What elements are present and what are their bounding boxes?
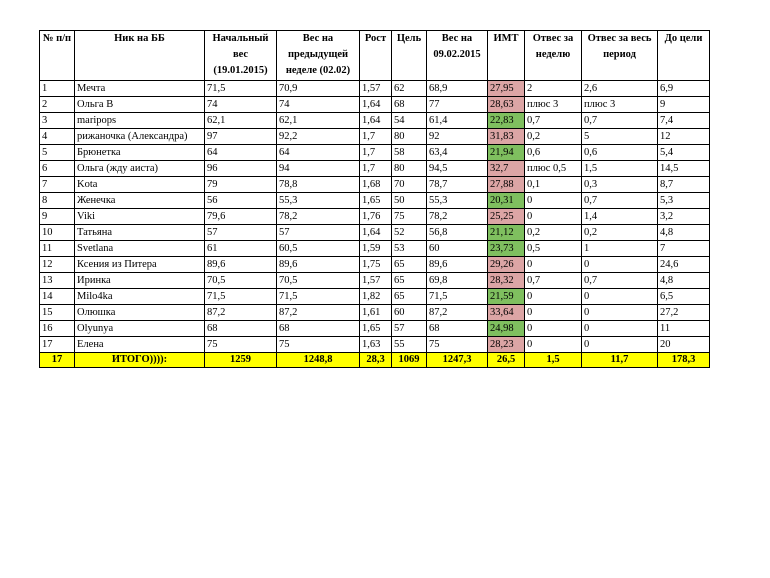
table-row bbox=[40, 225, 710, 241]
cell-bmi[interactable]: 21,94 bbox=[488, 145, 525, 161]
header-prev-weight[interactable]: Вес на предыдущей неделе (02.02) bbox=[277, 31, 360, 81]
cell-to-goal[interactable]: 8,7 bbox=[658, 177, 710, 193]
cell-goal[interactable]: 70 bbox=[392, 177, 427, 193]
cell-prev-weight[interactable]: 64 bbox=[277, 145, 360, 161]
cell-goal[interactable]: 50 bbox=[392, 193, 427, 209]
cell-loss-week[interactable]: 0,5 bbox=[525, 241, 582, 257]
cell-loss-total[interactable]: 1 bbox=[582, 241, 658, 257]
cell-nick[interactable]: Женечка bbox=[75, 193, 205, 209]
cell-current-weight[interactable]: 87,2 bbox=[427, 305, 488, 321]
cell-nick[interactable]: Olyunya bbox=[75, 321, 205, 337]
cell-current-weight[interactable]: 92 bbox=[427, 129, 488, 145]
cell-loss-total[interactable]: 0,7 bbox=[582, 193, 658, 209]
cell-goal[interactable]: 80 bbox=[392, 129, 427, 145]
cell-loss-total[interactable]: 0 bbox=[582, 305, 658, 321]
table-row bbox=[40, 241, 710, 257]
cell-nick[interactable]: Ольга (жду аиста) bbox=[75, 161, 205, 177]
cell-start-weight[interactable]: 79,6 bbox=[205, 209, 277, 225]
cell-bmi[interactable]: 28,23 bbox=[488, 337, 525, 353]
cell-loss-week[interactable]: 0,2 bbox=[525, 129, 582, 145]
cell-prev-weight[interactable]: 57 bbox=[277, 225, 360, 241]
total-label[interactable]: ИТОГО)))): bbox=[75, 353, 205, 368]
cell-to-goal[interactable]: 6,5 bbox=[658, 289, 710, 305]
cell-nick[interactable]: Viki bbox=[75, 209, 205, 225]
total-goal[interactable]: 1069 bbox=[392, 353, 427, 368]
cell-bmi[interactable]: 27,95 bbox=[488, 81, 525, 97]
cell-loss-week[interactable]: 0 bbox=[525, 289, 582, 305]
cell-loss-total[interactable]: 0 bbox=[582, 321, 658, 337]
table-row bbox=[40, 337, 710, 353]
cell-start-weight[interactable]: 68 bbox=[205, 321, 277, 337]
cell-start-weight[interactable]: 70,5 bbox=[205, 273, 277, 289]
cell-goal[interactable]: 60 bbox=[392, 305, 427, 321]
cell-loss-week[interactable]: 0 bbox=[525, 193, 582, 209]
cell-nick[interactable]: Svetlana bbox=[75, 241, 205, 257]
cell-loss-week[interactable]: 0 bbox=[525, 209, 582, 225]
header-loss-week[interactable]: Отвес за неделю bbox=[525, 31, 582, 81]
cell-loss-week[interactable]: 0 bbox=[525, 337, 582, 353]
cell-bmi[interactable]: 29,26 bbox=[488, 257, 525, 273]
cell-bmi[interactable]: 27,88 bbox=[488, 177, 525, 193]
cell-goal[interactable]: 80 bbox=[392, 161, 427, 177]
table-row bbox=[40, 161, 710, 177]
cell-height[interactable]: 1,68 bbox=[360, 177, 392, 193]
cell-loss-week[interactable]: 0 bbox=[525, 257, 582, 273]
total-height[interactable]: 28,3 bbox=[360, 353, 392, 368]
cell-prev-weight[interactable]: 55,3 bbox=[277, 193, 360, 209]
cell-to-goal[interactable]: 4,8 bbox=[658, 273, 710, 289]
cell-prev-weight[interactable]: 78,2 bbox=[277, 209, 360, 225]
cell-to-goal[interactable]: 20 bbox=[658, 337, 710, 353]
cell-loss-week[interactable]: 0,6 bbox=[525, 145, 582, 161]
cell-bmi[interactable]: 24,98 bbox=[488, 321, 525, 337]
cell-to-goal[interactable]: 3,2 bbox=[658, 209, 710, 225]
cell-height[interactable]: 1,7 bbox=[360, 129, 392, 145]
cell-goal[interactable]: 68 bbox=[392, 97, 427, 113]
header-current-weight[interactable]: Вес на 09.02.2015 bbox=[427, 31, 488, 81]
total-to-goal[interactable]: 178,3 bbox=[658, 353, 710, 368]
cell-loss-week[interactable]: 0 bbox=[525, 321, 582, 337]
cell-num[interactable]: 8 bbox=[40, 193, 75, 209]
cell-height[interactable]: 1,57 bbox=[360, 81, 392, 97]
header-start-weight[interactable]: Начальный вес (19.01.2015) bbox=[205, 31, 277, 81]
cell-num[interactable]: 7 bbox=[40, 177, 75, 193]
cell-height[interactable]: 1,57 bbox=[360, 273, 392, 289]
cell-nick[interactable]: Олюшка bbox=[75, 305, 205, 321]
total-count[interactable]: 17 bbox=[40, 353, 75, 368]
cell-current-weight[interactable]: 68 bbox=[427, 321, 488, 337]
cell-prev-weight[interactable]: 70,5 bbox=[277, 273, 360, 289]
cell-loss-total[interactable]: 0 bbox=[582, 337, 658, 353]
header-num[interactable]: № п/п bbox=[40, 31, 75, 81]
cell-start-weight[interactable]: 96 bbox=[205, 161, 277, 177]
cell-num[interactable]: 12 bbox=[40, 257, 75, 273]
cell-to-goal[interactable]: 12 bbox=[658, 129, 710, 145]
cell-current-weight[interactable]: 69,8 bbox=[427, 273, 488, 289]
cell-bmi[interactable]: 28,63 bbox=[488, 97, 525, 113]
cell-current-weight[interactable]: 60 bbox=[427, 241, 488, 257]
cell-start-weight[interactable]: 56 bbox=[205, 193, 277, 209]
cell-to-goal[interactable]: 4,8 bbox=[658, 225, 710, 241]
cell-height[interactable]: 1,7 bbox=[360, 161, 392, 177]
cell-prev-weight[interactable]: 78,8 bbox=[277, 177, 360, 193]
cell-num[interactable]: 14 bbox=[40, 289, 75, 305]
cell-num[interactable]: 4 bbox=[40, 129, 75, 145]
cell-nick[interactable]: maripops bbox=[75, 113, 205, 129]
table-row bbox=[40, 145, 710, 161]
cell-loss-week[interactable]: 0,7 bbox=[525, 273, 582, 289]
cell-to-goal[interactable]: 6,9 bbox=[658, 81, 710, 97]
cell-loss-week[interactable]: 2 bbox=[525, 81, 582, 97]
cell-nick[interactable]: Брюнетка bbox=[75, 145, 205, 161]
table-row bbox=[40, 289, 710, 305]
table-row bbox=[40, 321, 710, 337]
cell-bmi[interactable]: 25,25 bbox=[488, 209, 525, 225]
table-row bbox=[40, 113, 710, 129]
cell-num[interactable]: 13 bbox=[40, 273, 75, 289]
cell-goal[interactable]: 55 bbox=[392, 337, 427, 353]
cell-bmi[interactable]: 28,32 bbox=[488, 273, 525, 289]
cell-to-goal[interactable]: 5,4 bbox=[658, 145, 710, 161]
cell-current-weight[interactable]: 63,4 bbox=[427, 145, 488, 161]
cell-loss-total[interactable]: 0,6 bbox=[582, 145, 658, 161]
cell-to-goal[interactable]: 9 bbox=[658, 97, 710, 113]
cell-prev-weight[interactable]: 70,9 bbox=[277, 81, 360, 97]
cell-loss-total[interactable]: 0,7 bbox=[582, 273, 658, 289]
cell-loss-total[interactable]: 1,4 bbox=[582, 209, 658, 225]
cell-bmi[interactable]: 21,12 bbox=[488, 225, 525, 241]
cell-nick[interactable]: Ольга В bbox=[75, 97, 205, 113]
cell-goal[interactable]: 75 bbox=[392, 209, 427, 225]
cell-current-weight[interactable]: 71,5 bbox=[427, 289, 488, 305]
header-to-goal[interactable]: До цели bbox=[658, 31, 710, 81]
cell-num[interactable]: 6 bbox=[40, 161, 75, 177]
cell-goal[interactable]: 65 bbox=[392, 257, 427, 273]
cell-goal[interactable]: 52 bbox=[392, 225, 427, 241]
total-start-weight[interactable]: 1259 bbox=[205, 353, 277, 368]
table-row bbox=[40, 97, 710, 113]
cell-to-goal[interactable]: 27,2 bbox=[658, 305, 710, 321]
cell-height[interactable]: 1,82 bbox=[360, 289, 392, 305]
cell-goal[interactable]: 65 bbox=[392, 273, 427, 289]
cell-prev-weight[interactable]: 62,1 bbox=[277, 113, 360, 129]
cell-height[interactable]: 1,7 bbox=[360, 145, 392, 161]
cell-num[interactable]: 11 bbox=[40, 241, 75, 257]
cell-current-weight[interactable]: 75 bbox=[427, 337, 488, 353]
cell-loss-total[interactable]: плюс 3 bbox=[582, 97, 658, 113]
cell-prev-weight[interactable]: 68 bbox=[277, 321, 360, 337]
cell-height[interactable]: 1,59 bbox=[360, 241, 392, 257]
cell-prev-weight[interactable]: 89,6 bbox=[277, 257, 360, 273]
cell-current-weight[interactable]: 56,8 bbox=[427, 225, 488, 241]
cell-to-goal[interactable]: 7 bbox=[658, 241, 710, 257]
cell-prev-weight[interactable]: 92,2 bbox=[277, 129, 360, 145]
cell-nick[interactable]: Ксения из Питера bbox=[75, 257, 205, 273]
cell-loss-total[interactable]: 1,5 bbox=[582, 161, 658, 177]
table-row bbox=[40, 177, 710, 193]
cell-num[interactable]: 1 bbox=[40, 81, 75, 97]
cell-bmi[interactable]: 33,64 bbox=[488, 305, 525, 321]
cell-prev-weight[interactable]: 74 bbox=[277, 97, 360, 113]
cell-bmi[interactable]: 21,59 bbox=[488, 289, 525, 305]
cell-to-goal[interactable]: 14,5 bbox=[658, 161, 710, 177]
cell-loss-week[interactable]: плюс 0,5 bbox=[525, 161, 582, 177]
header-height[interactable]: Рост bbox=[360, 31, 392, 81]
cell-current-weight[interactable]: 68,9 bbox=[427, 81, 488, 97]
cell-nick[interactable]: Milo4ka bbox=[75, 289, 205, 305]
total-prev-weight[interactable]: 1248,8 bbox=[277, 353, 360, 368]
cell-current-weight[interactable]: 61,4 bbox=[427, 113, 488, 129]
cell-to-goal[interactable]: 5,3 bbox=[658, 193, 710, 209]
cell-num[interactable]: 9 bbox=[40, 209, 75, 225]
table-row bbox=[40, 305, 710, 321]
total-loss-week[interactable]: 1,5 bbox=[525, 353, 582, 368]
cell-start-weight[interactable]: 62,1 bbox=[205, 113, 277, 129]
cell-loss-total[interactable]: 0,2 bbox=[582, 225, 658, 241]
cell-start-weight[interactable]: 64 bbox=[205, 145, 277, 161]
cell-bmi[interactable]: 31,83 bbox=[488, 129, 525, 145]
cell-goal[interactable]: 53 bbox=[392, 241, 427, 257]
cell-goal[interactable]: 58 bbox=[392, 145, 427, 161]
cell-height[interactable]: 1,65 bbox=[360, 193, 392, 209]
cell-num[interactable]: 16 bbox=[40, 321, 75, 337]
cell-bmi[interactable]: 23,73 bbox=[488, 241, 525, 257]
cell-loss-week[interactable]: 0,1 bbox=[525, 177, 582, 193]
header-bmi[interactable]: ИМТ bbox=[488, 31, 525, 81]
cell-nick[interactable]: Татьяна bbox=[75, 225, 205, 241]
cell-num[interactable]: 2 bbox=[40, 97, 75, 113]
cell-prev-weight[interactable]: 60,5 bbox=[277, 241, 360, 257]
cell-loss-total[interactable]: 0 bbox=[582, 289, 658, 305]
cell-goal[interactable]: 57 bbox=[392, 321, 427, 337]
cell-height[interactable]: 1,63 bbox=[360, 337, 392, 353]
cell-bmi[interactable]: 20,31 bbox=[488, 193, 525, 209]
cell-loss-week[interactable]: плюс 3 bbox=[525, 97, 582, 113]
cell-goal[interactable]: 62 bbox=[392, 81, 427, 97]
cell-height[interactable]: 1,65 bbox=[360, 321, 392, 337]
cell-start-weight[interactable]: 57 bbox=[205, 225, 277, 241]
cell-loss-week[interactable]: 0,7 bbox=[525, 113, 582, 129]
cell-nick[interactable]: Kota bbox=[75, 177, 205, 193]
cell-start-weight[interactable]: 89,6 bbox=[205, 257, 277, 273]
cell-prev-weight[interactable]: 71,5 bbox=[277, 289, 360, 305]
cell-start-weight[interactable]: 79 bbox=[205, 177, 277, 193]
cell-to-goal[interactable]: 11 bbox=[658, 321, 710, 337]
cell-start-weight[interactable]: 74 bbox=[205, 97, 277, 113]
cell-num[interactable]: 15 bbox=[40, 305, 75, 321]
header-goal[interactable]: Цель bbox=[392, 31, 427, 81]
cell-nick[interactable]: Иринка bbox=[75, 273, 205, 289]
cell-nick[interactable]: рижаночка (Александра) bbox=[75, 129, 205, 145]
cell-loss-total[interactable]: 2,6 bbox=[582, 81, 658, 97]
cell-num[interactable]: 5 bbox=[40, 145, 75, 161]
cell-prev-weight[interactable]: 87,2 bbox=[277, 305, 360, 321]
cell-start-weight[interactable]: 71,5 bbox=[205, 81, 277, 97]
cell-bmi[interactable]: 32,7 bbox=[488, 161, 525, 177]
cell-height[interactable]: 1,76 bbox=[360, 209, 392, 225]
cell-loss-total[interactable]: 0 bbox=[582, 257, 658, 273]
table-row bbox=[40, 129, 710, 145]
cell-bmi[interactable]: 22,83 bbox=[488, 113, 525, 129]
cell-height[interactable]: 1,64 bbox=[360, 225, 392, 241]
cell-current-weight[interactable]: 78,2 bbox=[427, 209, 488, 225]
cell-start-weight[interactable]: 71,5 bbox=[205, 289, 277, 305]
cell-loss-total[interactable]: 0,7 bbox=[582, 113, 658, 129]
cell-num[interactable]: 17 bbox=[40, 337, 75, 353]
cell-current-weight[interactable]: 77 bbox=[427, 97, 488, 113]
cell-to-goal[interactable]: 7,4 bbox=[658, 113, 710, 129]
cell-num[interactable]: 10 bbox=[40, 225, 75, 241]
cell-prev-weight[interactable]: 75 bbox=[277, 337, 360, 353]
cell-goal[interactable]: 65 bbox=[392, 289, 427, 305]
cell-current-weight[interactable]: 94,5 bbox=[427, 161, 488, 177]
cell-height[interactable]: 1,75 bbox=[360, 257, 392, 273]
table-row bbox=[40, 81, 710, 97]
cell-start-weight[interactable]: 87,2 bbox=[205, 305, 277, 321]
table-row bbox=[40, 257, 710, 273]
cell-current-weight[interactable]: 55,3 bbox=[427, 193, 488, 209]
cell-num[interactable]: 3 bbox=[40, 113, 75, 129]
total-current-weight[interactable]: 1247,3 bbox=[427, 353, 488, 368]
cell-start-weight[interactable]: 75 bbox=[205, 337, 277, 353]
cell-height[interactable]: 1,64 bbox=[360, 113, 392, 129]
table-row bbox=[40, 193, 710, 209]
header-nick[interactable]: Ник на ББ bbox=[75, 31, 205, 81]
cell-height[interactable]: 1,64 bbox=[360, 97, 392, 113]
cell-current-weight[interactable]: 78,7 bbox=[427, 177, 488, 193]
cell-nick[interactable]: Елена bbox=[75, 337, 205, 353]
cell-start-weight[interactable]: 97 bbox=[205, 129, 277, 145]
cell-height[interactable]: 1,61 bbox=[360, 305, 392, 321]
cell-to-goal[interactable]: 24,6 bbox=[658, 257, 710, 273]
weight-loss-table bbox=[39, 30, 710, 368]
table-row bbox=[40, 209, 710, 225]
total-bmi[interactable]: 26,5 bbox=[488, 353, 525, 368]
header-loss-total[interactable]: Отвес за весь период bbox=[582, 31, 658, 81]
cell-loss-week[interactable]: 0,2 bbox=[525, 225, 582, 241]
cell-prev-weight[interactable]: 94 bbox=[277, 161, 360, 177]
totals-row bbox=[40, 353, 710, 368]
cell-nick[interactable]: Мечта bbox=[75, 81, 205, 97]
cell-loss-total[interactable]: 0,3 bbox=[582, 177, 658, 193]
cell-goal[interactable]: 54 bbox=[392, 113, 427, 129]
header-row bbox=[40, 31, 710, 81]
cell-loss-week[interactable]: 0 bbox=[525, 305, 582, 321]
cell-loss-total[interactable]: 5 bbox=[582, 129, 658, 145]
total-loss-total[interactable]: 11,7 bbox=[582, 353, 658, 368]
cell-current-weight[interactable]: 89,6 bbox=[427, 257, 488, 273]
cell-start-weight[interactable]: 61 bbox=[205, 241, 277, 257]
table-row bbox=[40, 273, 710, 289]
